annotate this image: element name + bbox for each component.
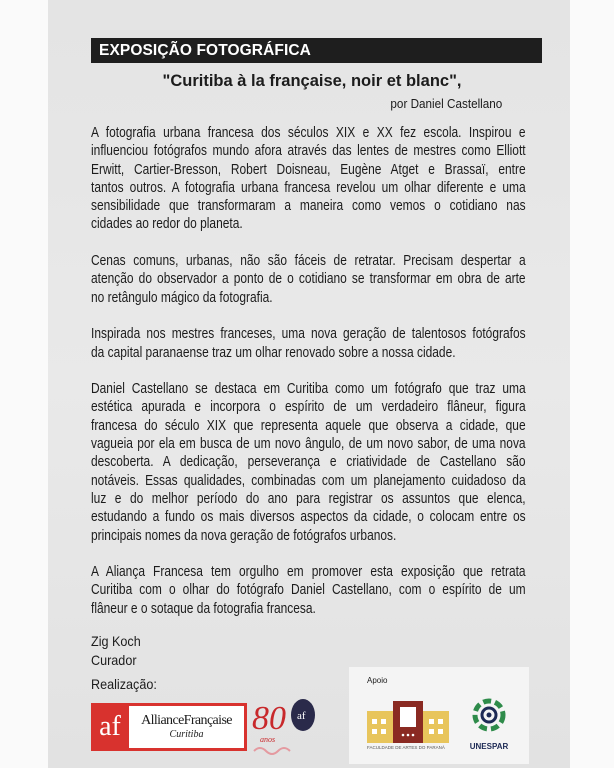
- signature: [91, 632, 141, 669]
- text-line: Daniel Castellano se destaca em Curitiba como um fotógrafo que traz uma: [91, 381, 526, 398]
- text-line: Curitiba com o olhar do fotógrafo Daniel Castellano, com o espírito de um: [91, 582, 526, 599]
- paragraph: [91, 325, 526, 362]
- fap-caption: FACULDADE DE ARTES DO PARANÁ: [367, 745, 445, 750]
- wave-decoration: [254, 748, 290, 754]
- paragraph: [91, 380, 526, 545]
- text-line: no retângulo mágico da fotografia.: [91, 289, 273, 306]
- text-line: Erwitt, Cartier-Bresson, Robert Doisneau, Eugène Atget e Brassaï, entre: [91, 161, 526, 178]
- 80-text: 80: [252, 700, 286, 737]
- fap-logo: [367, 701, 451, 751]
- text-line: A fotografia urbana francesa dos séculos XIX e XX fez escola. Inspirou e: [91, 125, 526, 141]
- exhibition-title: "Curitiba à la française, noir et blanc",: [162, 72, 462, 90]
- text-line: flâneur e o sotaque da fotografia francesa.: [91, 600, 316, 617]
- unespar-text: UNESPAR: [469, 742, 509, 751]
- text-line: vagueia por ela em busca de um novo ângulo, de um novo sabor, de uma nova: [91, 436, 526, 453]
- text-line: tantos outros. A fotografia urbana francesa revelou um olhar diferente e uma: [91, 179, 526, 196]
- af-mark: af: [99, 711, 121, 742]
- text-line: A Aliança Francesa tem orgulho em promover esta exposição que retrata: [91, 564, 526, 581]
- text-line: influenciou fotógrafos mundo afora através das lentes de mestres como Elliott: [91, 143, 526, 160]
- 80-anos-logo: [252, 697, 316, 755]
- paragraph: [91, 252, 526, 307]
- anos-text: anos: [260, 735, 276, 744]
- curator-role: Curador: [91, 651, 137, 668]
- body-text: [91, 124, 526, 636]
- text-line: estudando a fundo os mais diversos aspectos da cidade, o colocam entre os: [91, 509, 526, 526]
- paragraph: [91, 124, 526, 234]
- text-line: Cenas comuns, urbanas, não são fáceis de retratar. Precisam despertar a: [91, 253, 526, 270]
- text-line: cidades ao redor do planeta.: [91, 216, 243, 233]
- byline: por Daniel Castellano: [390, 96, 502, 111]
- text-line: luz e do melhor período do ano para registrar os assuntos que elenca,: [91, 490, 526, 507]
- unespar-emblem-icon: [469, 695, 509, 737]
- text-line: Inspirada nos mestres franceses, uma nova geração de talentosos fotógrafos: [91, 326, 526, 343]
- af-name: AllianceFrançaise: [141, 713, 232, 728]
- af-city: Curitiba: [169, 729, 204, 740]
- unespar-logo: [467, 695, 511, 751]
- text-line: descoberta. A dedicação, perseverança e criatividade de Castellano são: [91, 454, 526, 471]
- anniversary-af-mark: af: [297, 710, 306, 722]
- af-name-box: [129, 706, 244, 748]
- building-icon: [367, 701, 451, 743]
- apoio-label: Apoio: [367, 676, 388, 685]
- apoio-panel: [349, 667, 529, 764]
- text-line: atenção do observador a ponto de o cotidiano se transformar em obra de arte: [91, 271, 526, 288]
- text-line: francesa do século XIX que representa aquele que observa a cidade, que: [91, 417, 526, 434]
- text-line: da capital paranaense traz um olhar renovado sobre a nossa cidade.: [91, 344, 456, 361]
- curator-name: Zig Koch: [91, 633, 141, 649]
- alliance-francaise-logo: [91, 703, 247, 751]
- paragraph: [91, 563, 526, 618]
- text-line: sensibilidade que transformaram a maneira como vemos o cotidiano nas: [91, 198, 526, 215]
- header-bar: EXPOSIÇÃO FOTOGRÁFICA: [91, 38, 542, 63]
- text-line: notáveis. Essas qualidades, combinadas com um planejamento cuidadoso da: [91, 472, 526, 489]
- text-line: estética apurada e incorpora o espírito de um verdadeiro flâneur, figura: [91, 399, 526, 416]
- realizacao-label: Realização:: [91, 676, 157, 692]
- text-line: principais nomes da nova geração de fotógrafos urbanos.: [91, 527, 397, 544]
